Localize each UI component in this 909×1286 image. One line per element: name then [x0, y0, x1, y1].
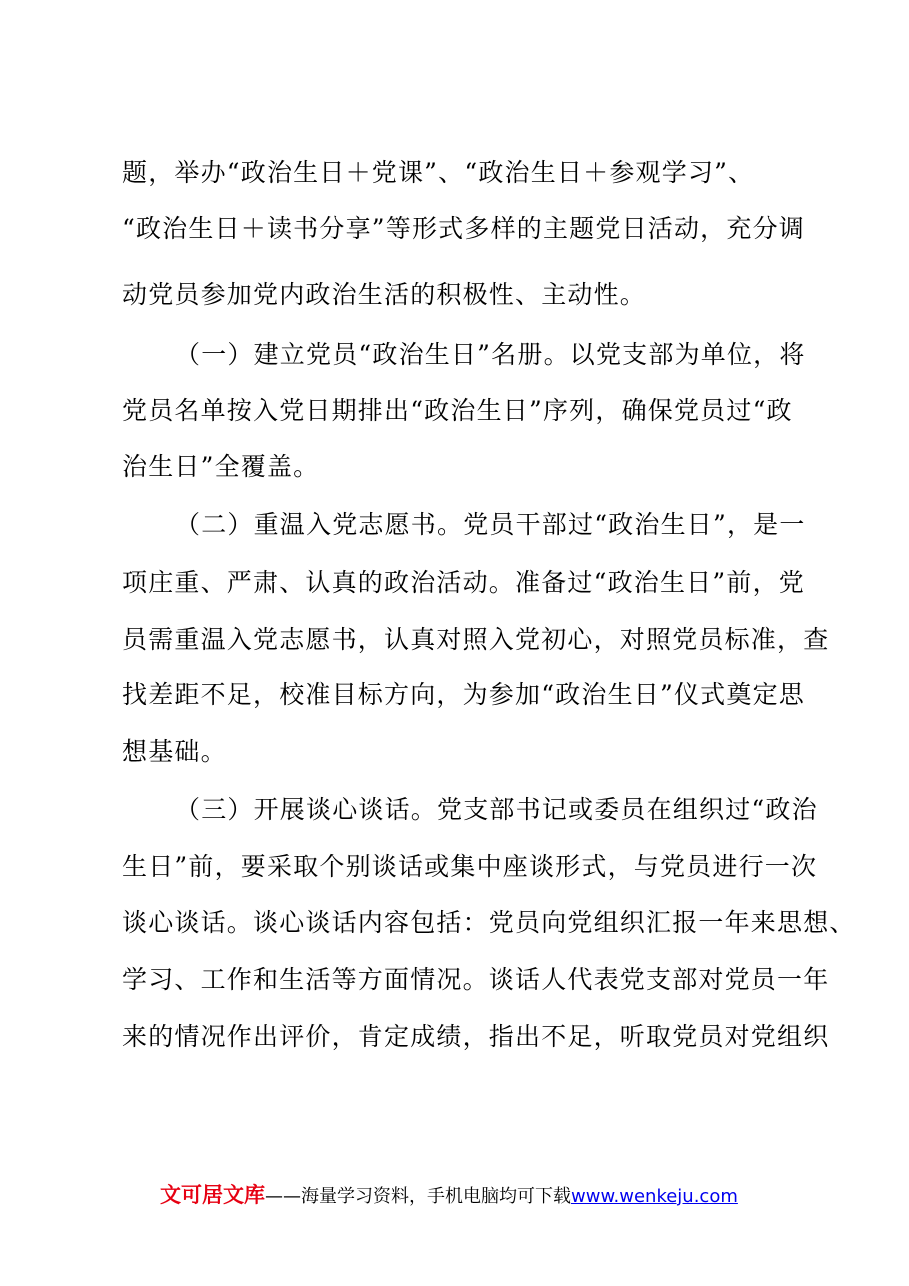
paragraph-line: 党员名单按入党日期排出“政治生日”序列，确保党员过“政: [122, 396, 793, 425]
footer-banner: [160, 1182, 800, 1210]
paragraph-line: 题，举办“政治生日＋党课”、“政治生日＋参观学习”、: [122, 158, 755, 187]
paragraph-line: 员需重温入党志愿书，认真对照入党初心，对照党员标准，查: [122, 625, 830, 654]
paragraph-line: （三）开展谈心谈话。党支部书记或委员在组织过“政治: [175, 795, 818, 824]
paragraph-line: “政治生日＋读书分享”等形式多样的主题党日活动，充分调: [122, 214, 805, 243]
footer-tagline: ——海量学习资料，手机电脑均可下载: [265, 1186, 571, 1207]
paragraph-line: （一）建立党员“政治生日”名册。以党支部为单位，将: [175, 340, 806, 369]
paragraph-line: 想基础。: [122, 737, 227, 766]
paragraph-line: 项庄重、严肃、认真的政治活动。准备过“政治生日”前，党: [122, 568, 805, 597]
paragraph-line: 学习、工作和生活等方面情况。谈话人代表党支部对党员一年: [122, 965, 830, 994]
paragraph-line: 谈心谈话。谈心谈话内容包括：党员向党组织汇报一年来思想、: [122, 908, 856, 937]
paragraph-line: 来的情况作出评价，肯定成绩，指出不足，听取党员对党组织: [122, 1022, 830, 1051]
paragraph-line: 治生日”全覆盖。: [122, 452, 320, 481]
paragraph-line: （二）重温入党志愿书。党员干部过“政治生日”，是一: [175, 510, 806, 539]
footer-brand: 文可居文库: [160, 1183, 265, 1207]
paragraph-line: 生日”前，要采取个别谈话或集中座谈形式，与党员进行一次: [122, 852, 818, 881]
paragraph-line: 找差距不足，校准目标方向，为参加“政治生日”仪式奠定思: [122, 680, 805, 709]
paragraph-line: 动党员参加党内政治生活的积极性、主动性。: [122, 280, 647, 309]
footer-link[interactable]: www.wenkeju.com: [571, 1186, 738, 1207]
